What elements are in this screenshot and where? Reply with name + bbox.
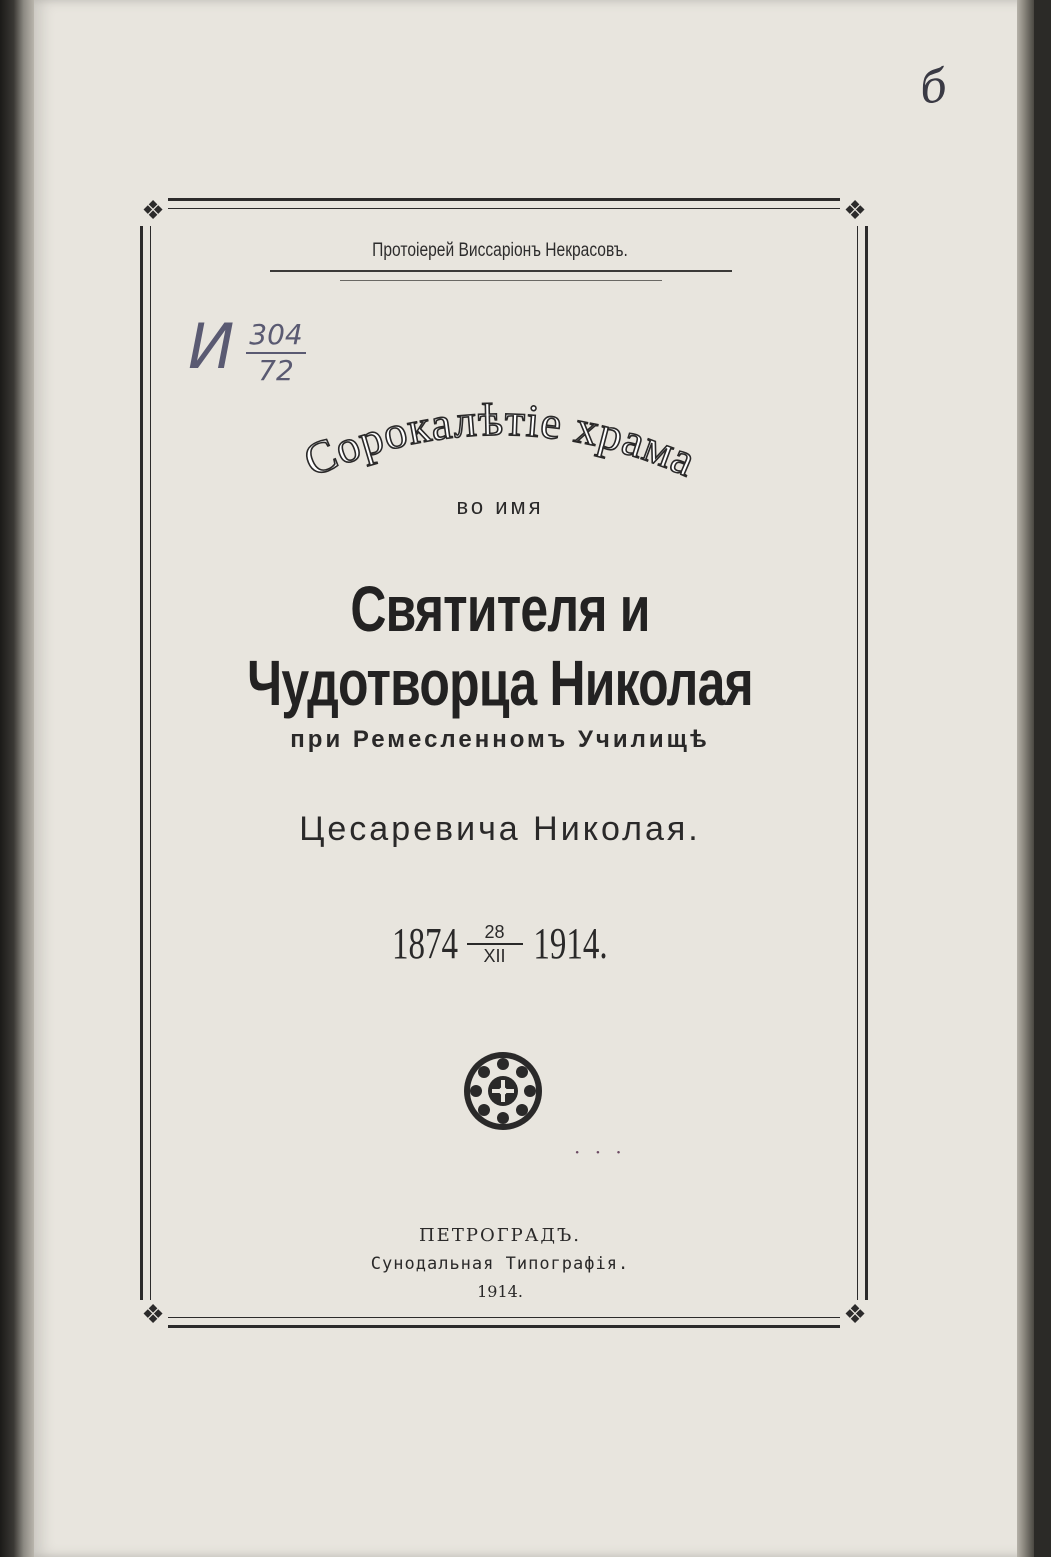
book-binding bbox=[0, 0, 34, 1557]
rosette-ornament-icon bbox=[462, 1050, 544, 1132]
divider-rule-thin bbox=[340, 280, 662, 281]
subtitle-line-1: при Ремесленномъ Училищѣ bbox=[290, 726, 710, 753]
corner-ornament-icon: ❖ bbox=[138, 196, 168, 226]
author-line: Протоіерей Виссаріонъ Некрасовъ. bbox=[372, 240, 628, 261]
date-fraction bbox=[467, 921, 523, 967]
arched-title-text: Сорокалѣтіе храма bbox=[296, 393, 704, 487]
call-numerator: 304 bbox=[249, 318, 303, 351]
imprint-block bbox=[250, 1222, 750, 1306]
imprint-city: ПЕТРОГРАДЪ. bbox=[418, 1225, 582, 1246]
date-day: 28 bbox=[484, 921, 505, 942]
main-title: Святителя и Чудотворца Николая bbox=[247, 573, 753, 719]
divider-rule bbox=[270, 270, 732, 272]
ink-stamp-marks: · · · bbox=[574, 1140, 626, 1164]
corner-ornament-icon: ❖ bbox=[138, 1300, 168, 1330]
imprint-year: 1914. bbox=[477, 1282, 523, 1301]
page-marking: б bbox=[916, 60, 951, 115]
corner-ornament-icon: ❖ bbox=[840, 196, 870, 226]
preposition-line: во имя bbox=[456, 494, 544, 519]
start-year: 1874 bbox=[391, 919, 458, 968]
end-year: 1914. bbox=[532, 919, 608, 968]
call-denominator: 72 bbox=[258, 354, 294, 387]
dates-line bbox=[200, 918, 800, 969]
library-call-letter: И bbox=[188, 310, 235, 383]
subtitle-line-2: Цесаревича Николая. bbox=[299, 810, 701, 848]
page-edge bbox=[1017, 0, 1034, 1557]
date-month: XII bbox=[483, 945, 506, 966]
imprint-press: Сунодальная Типографія. bbox=[370, 1254, 630, 1274]
corner-ornament-icon: ❖ bbox=[840, 1300, 870, 1330]
